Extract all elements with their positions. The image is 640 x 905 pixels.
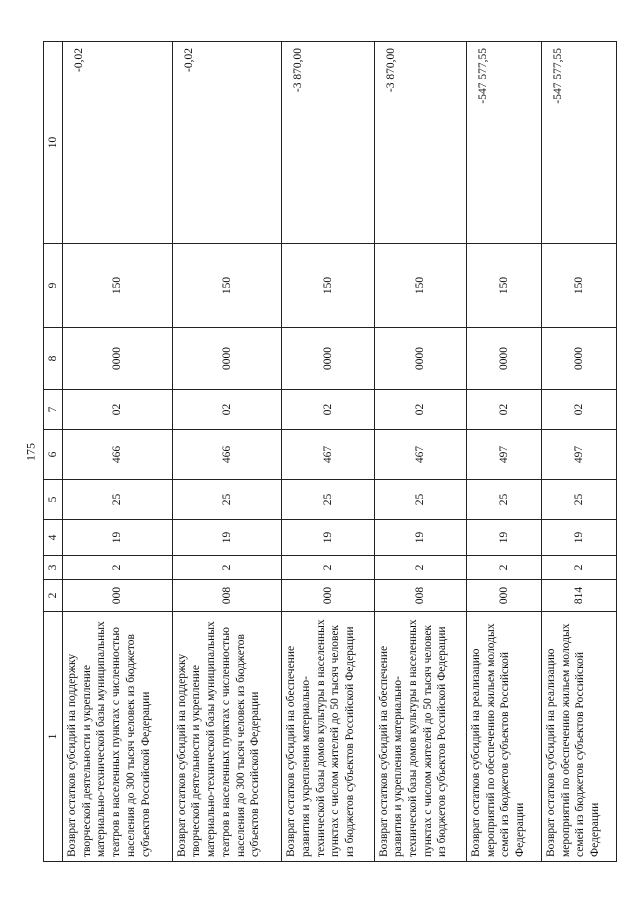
cell-element: 02 bbox=[63, 390, 173, 430]
cell-article: 25 bbox=[63, 480, 173, 520]
cell-article: 25 bbox=[466, 480, 541, 520]
header-col-2: 2 bbox=[44, 580, 63, 612]
row-description: Возврат остатков субсидий на обеспечение развития и укрепления материально-технической базы домов культуры в населенных пунктах с числом жителей до 50 тысяч человек из бюджетов субъектов Российской Федерации bbox=[282, 612, 374, 862]
table-row bbox=[63, 42, 173, 862]
cell-subgroup: 19 bbox=[282, 520, 374, 556]
cell-admin-code: 000 bbox=[466, 580, 541, 612]
cell-element: 02 bbox=[541, 390, 616, 430]
cell-economic-class: 150 bbox=[541, 244, 616, 328]
cell-group: 2 bbox=[282, 556, 374, 580]
cell-subarticle: 497 bbox=[466, 430, 541, 480]
cell-subgroup: 19 bbox=[541, 520, 616, 556]
cell-program: 0000 bbox=[172, 328, 282, 390]
cell-group: 2 bbox=[172, 556, 282, 580]
row-description: Возврат остатков субсидий на поддержку творческой деятельности и укрепление материально-технической базы муниципальных театров в населенных пунктах с численностью населения до 300 тысяч человек из бюджетов субъектов Российской Федерации bbox=[63, 612, 173, 862]
header-col-1: 1 bbox=[44, 612, 63, 862]
header-col-3: 3 bbox=[44, 556, 63, 580]
cell-subgroup: 19 bbox=[466, 520, 541, 556]
cell-admin-code: 008 bbox=[374, 580, 466, 612]
budget-table bbox=[43, 41, 617, 862]
cell-subarticle: 467 bbox=[282, 430, 374, 480]
page-number: 175 bbox=[23, 443, 38, 461]
cell-amount: -3 870,00 bbox=[282, 42, 374, 244]
cell-article: 25 bbox=[282, 480, 374, 520]
cell-element: 02 bbox=[374, 390, 466, 430]
row-description: Возврат остатков субсидий на реализацию мероприятий по обеспечению жильем молодых семей из бюджетов субъектов Российской Федерации bbox=[466, 612, 541, 862]
cell-element: 02 bbox=[172, 390, 282, 430]
cell-subarticle: 466 bbox=[172, 430, 282, 480]
cell-amount: -3 870,00 bbox=[374, 42, 466, 244]
cell-program: 0000 bbox=[282, 328, 374, 390]
rotated-table-container bbox=[43, 42, 617, 862]
cell-subgroup: 19 bbox=[172, 520, 282, 556]
cell-economic-class: 150 bbox=[172, 244, 282, 328]
row-description: Возврат остатков субсидий на поддержку творческой деятельности и укрепление материально-технической базы муниципальных театров в населенных пунктах с численностью населения до 300 тысяч человек из бюджетов субъектов Российской Федерации bbox=[172, 612, 282, 862]
table-row bbox=[282, 42, 374, 862]
cell-amount: -0,02 bbox=[63, 42, 173, 244]
cell-admin-code: 008 bbox=[172, 580, 282, 612]
header-col-5: 5 bbox=[44, 480, 63, 520]
header-col-4: 4 bbox=[44, 520, 63, 556]
cell-subarticle: 467 bbox=[374, 430, 466, 480]
table-row bbox=[172, 42, 282, 862]
table-row bbox=[541, 42, 616, 862]
cell-element: 02 bbox=[282, 390, 374, 430]
cell-admin-code: 000 bbox=[282, 580, 374, 612]
cell-article: 25 bbox=[374, 480, 466, 520]
cell-element: 02 bbox=[466, 390, 541, 430]
cell-amount: -547 577,55 bbox=[466, 42, 541, 244]
cell-amount: -547 577,55 bbox=[541, 42, 616, 244]
cell-subarticle: 466 bbox=[63, 430, 173, 480]
cell-program: 0000 bbox=[541, 328, 616, 390]
row-description: Возврат остатков субсидий на обеспечение развития и укрепления материально-технической базы домов культуры в населенных пунктах с числом жителей до 50 тысяч человек из бюджетов субъектов Российской Федерации bbox=[374, 612, 466, 862]
cell-admin-code: 814 bbox=[541, 580, 616, 612]
cell-subgroup: 19 bbox=[374, 520, 466, 556]
cell-program: 0000 bbox=[63, 328, 173, 390]
cell-subarticle: 497 bbox=[541, 430, 616, 480]
header-col-9: 9 bbox=[44, 244, 63, 328]
cell-admin-code: 000 bbox=[63, 580, 173, 612]
cell-amount: -0,02 bbox=[172, 42, 282, 244]
header-col-8: 8 bbox=[44, 328, 63, 390]
cell-program: 0000 bbox=[374, 328, 466, 390]
header-col-7: 7 bbox=[44, 390, 63, 430]
cell-group: 2 bbox=[466, 556, 541, 580]
cell-subgroup: 19 bbox=[63, 520, 173, 556]
table-row bbox=[374, 42, 466, 862]
cell-program: 0000 bbox=[466, 328, 541, 390]
cell-economic-class: 150 bbox=[374, 244, 466, 328]
cell-article: 25 bbox=[541, 480, 616, 520]
header-col-10: 10 bbox=[44, 42, 63, 244]
cell-economic-class: 150 bbox=[282, 244, 374, 328]
header-col-6: 6 bbox=[44, 430, 63, 480]
table-row bbox=[466, 42, 541, 862]
cell-group: 2 bbox=[374, 556, 466, 580]
cell-group: 2 bbox=[541, 556, 616, 580]
cell-article: 25 bbox=[172, 480, 282, 520]
header-row bbox=[44, 42, 63, 862]
cell-group: 2 bbox=[63, 556, 173, 580]
row-description: Возврат остатков субсидий на реализацию мероприятий по обеспечению жильем молодых семей из бюджетов субъектов Российской Федерации bbox=[541, 612, 616, 862]
cell-economic-class: 150 bbox=[466, 244, 541, 328]
cell-economic-class: 150 bbox=[63, 244, 173, 328]
